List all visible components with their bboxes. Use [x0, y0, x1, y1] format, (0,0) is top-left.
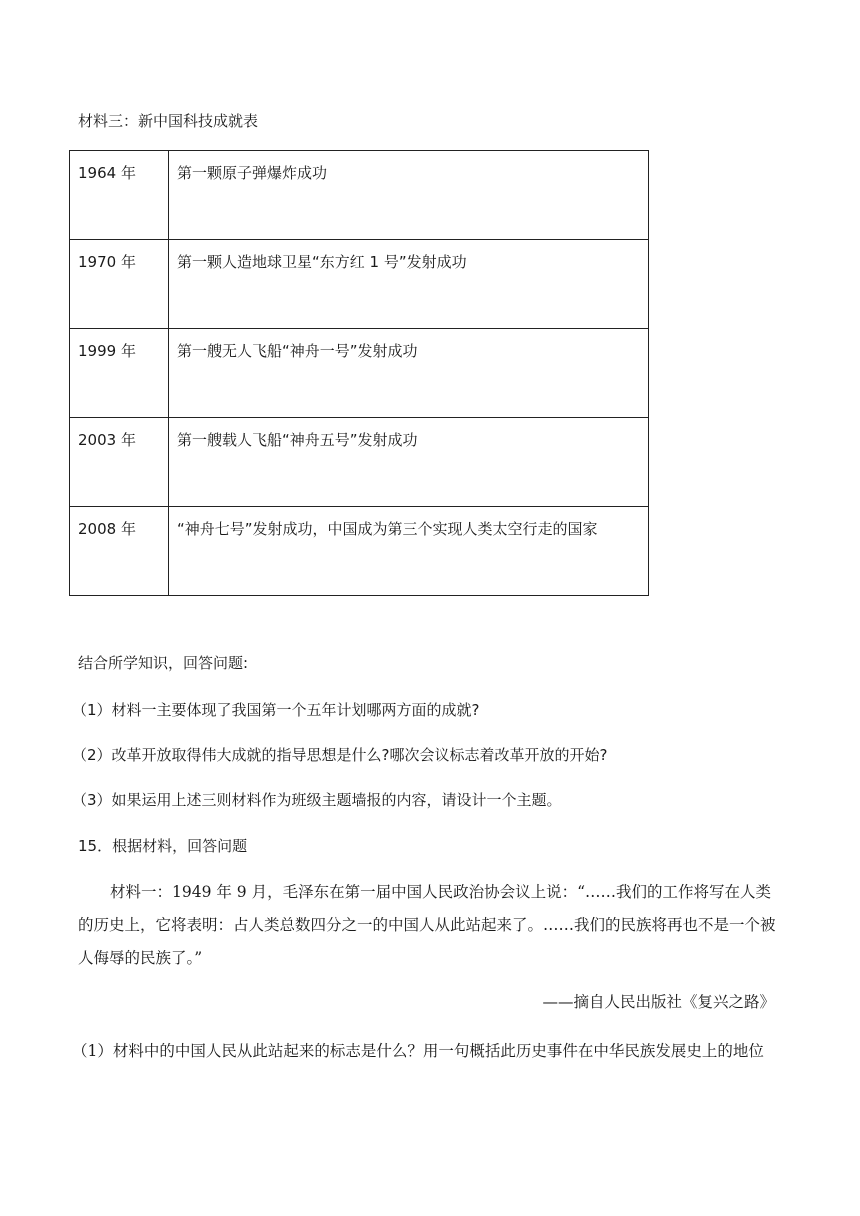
event-cell: 第一颗人造地球卫星“东方红 1 号”发射成功 — [169, 240, 649, 329]
year-cell: 1964 年 — [70, 151, 169, 240]
question-15-sub1: （1）材料中的中国人民从此站起来的标志是什么？用一句概括此历史事件在中华民族发展史上的地位 — [72, 1042, 764, 1060]
table-row — [70, 507, 649, 596]
question-2: （2）改革开放取得伟大成就的指导思想是什么?哪次会议标志着改革开放的开始? — [72, 746, 608, 764]
year-cell: 2008 年 — [70, 507, 169, 596]
event-cell: 第一艘载人飞船“神舟五号”发射成功 — [169, 418, 649, 507]
achievements-table — [69, 150, 649, 596]
year-cell: 1970 年 — [70, 240, 169, 329]
question-15-source: ——摘自人民出版社《复兴之路》 — [542, 993, 775, 1011]
question-15-material1: 材料一：1949 年 9 月，毛泽东在第一届中国人民政治协会议上说：“……我们的工作将写在人类的历史上，它将表明：占人类总数四分之一的中国人从此站起来了。……我们的民族将再也不是一个被人侮辱的民族了。” — [78, 883, 776, 967]
year-cell: 2003 年 — [70, 418, 169, 507]
question-3: （3）如果运用上述三则材料作为班级主题墙报的内容，请设计一个主题。 — [72, 791, 562, 809]
table-row — [70, 240, 649, 329]
year-cell: 1999 年 — [70, 329, 169, 418]
event-cell: 第一颗原子弹爆炸成功 — [169, 151, 649, 240]
table-row — [70, 151, 649, 240]
material3-heading: 材料三：新中国科技成就表 — [78, 112, 259, 130]
achievements-table-body — [70, 151, 649, 596]
table-row — [70, 329, 649, 418]
question-1: （1）材料一主要体现了我国第一个五年计划哪两方面的成就? — [72, 701, 480, 719]
event-cell: 第一艘无人飞船“神舟一号”发射成功 — [169, 329, 649, 418]
question-15-title: 15．根据材料，回答问题 — [78, 837, 248, 855]
instructions-text: 结合所学知识，回答问题: — [78, 654, 249, 672]
table-row — [70, 418, 649, 507]
event-cell: “神舟七号”发射成功，中国成为第三个实现人类太空行走的国家 — [169, 507, 649, 596]
